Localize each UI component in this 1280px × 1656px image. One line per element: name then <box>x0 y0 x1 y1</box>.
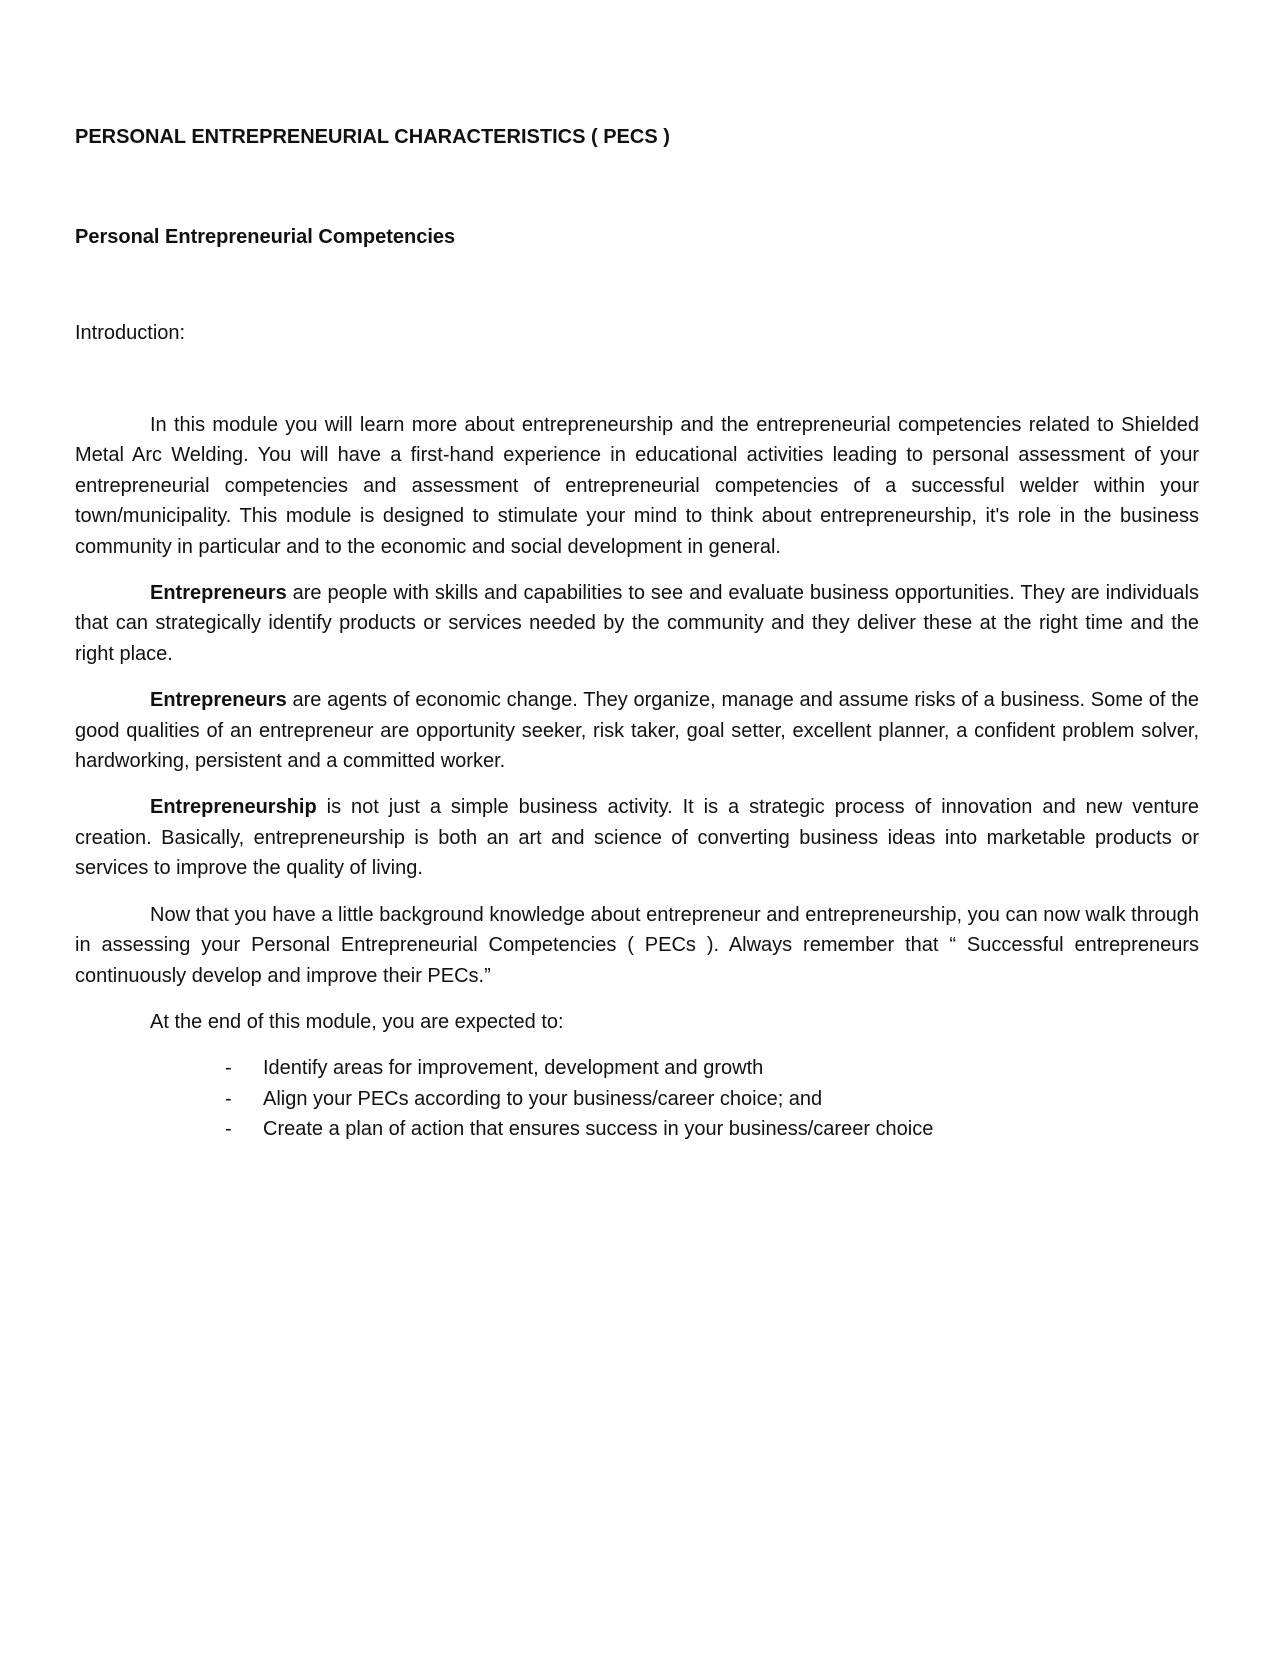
expectations-list <box>75 1053 1199 1144</box>
expectations-intro: At the end of this module, you are expected to: <box>150 1010 564 1033</box>
list-item <box>75 1114 1199 1144</box>
bullet-dash: - <box>225 1118 232 1141</box>
list-item-text: Create a plan of action that ensures success in your business/career choice <box>263 1118 934 1141</box>
paragraph-text: are agents of economic change. They organize, manage and assume risks of a business. Some of the good qualities of an entrepreneur are opportunity seeker, risk taker, goal setter, excellent planner, a confident problem solver, hardworking, persistent and a committed worker. <box>75 689 1199 773</box>
document-body <box>75 410 1199 1145</box>
paragraph-entrepreneurs-qualities <box>75 685 1199 776</box>
document-subtitle: Personal Entrepreneurial Competencies <box>75 226 456 248</box>
term-entrepreneurs: Entrepreneurs <box>150 582 287 605</box>
paragraph-module-overview: In this module you will learn more about entrepreneurship and the entrepreneurial competencies related to Shielded Metal Arc Welding. You will have a first-hand experience in educational activities leading to personal assessment of your entrepreneurial competencies and assessment of entrepreneurial competencies of a successful welder within your town/municipality. This module is designed to stimulate your mind to think about entrepreneurship, it's role in the business community in particular and to the economic and social development in general. <box>75 414 1199 558</box>
bullet-dash: - <box>225 1057 232 1080</box>
list-item-text: Identify areas for improvement, development and growth <box>263 1057 764 1080</box>
document-title: PERSONAL ENTREPRENEURIAL CHARACTERISTICS ( PECS ) <box>75 126 670 148</box>
list-item <box>75 1053 1199 1083</box>
paragraph-text: are people with skills and capabilities to see and evaluate business opportunities. They are individuals that can strategically identify products or services needed by the community and they deliver these at the right time and the right place. <box>75 582 1199 665</box>
paragraph-entrepreneurship-definition <box>75 792 1199 883</box>
paragraph-text: is not just a simple business activity. It is a strategic process of innovation and new venture creation. Basically, entrepreneurship is both an art and science of converting business ideas into marketable products or services to improve the quality of living. <box>75 796 1199 880</box>
list-item-text: Align your PECs according to your business/career choice; and <box>263 1087 823 1110</box>
paragraph-pecs-assessment: Now that you have a little background knowledge about entrepreneur and entrepreneurship, you can now walk through in assessing your Personal Entrepreneurial Competencies ( PECs ). Always remember that “ Successful entrepreneurs continuously develop and improve their PECs.” <box>75 903 1199 987</box>
paragraph-entrepreneurs-definition <box>75 578 1199 669</box>
bullet-dash: - <box>225 1087 232 1110</box>
introduction-label: Introduction: <box>75 322 186 344</box>
term-entrepreneurship: Entrepreneurship <box>150 796 317 819</box>
term-entrepreneurs: Entrepreneurs <box>150 689 287 712</box>
list-item <box>75 1084 1199 1114</box>
